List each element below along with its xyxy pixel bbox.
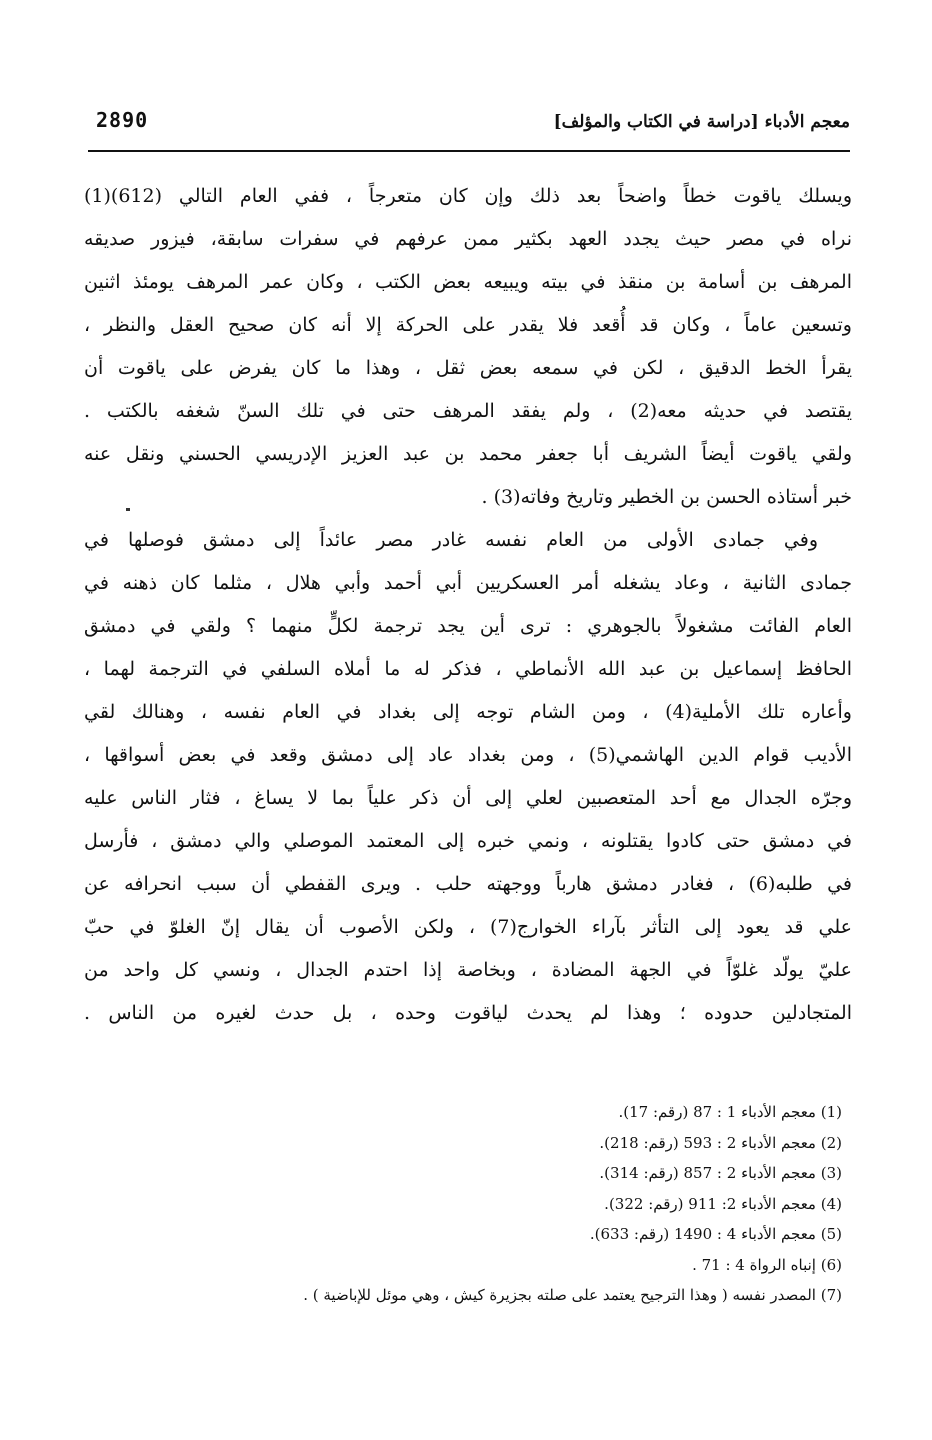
footnote: (7) المصدر نفسه ( وهذا الترجيح يعتمد على صلته بجزيرة كيش ، وهي موئل للإباضية ) . [303,1286,842,1304]
text-line: وجرّه الجدال مع أحد المتعصبين لعلي إلى أن ذكر علياً بما لا يساغ ، فثار الناس عليه [84,787,852,809]
text-line: عليّ يولّد غلوّاً في الجهة المضادة ، وبخاصة إذا احتدم الجدال ، ونسي كل واحد من [84,959,852,981]
page-number: 2890 [96,108,149,132]
footnote: (6) إنباه الرواة 4 : 71 . [692,1255,842,1274]
text-line: وأعاره تلك الأملية(4) ، ومن الشام توجه إلى بغداد في العام نفسه ، وهنالك لقي [84,701,852,723]
text-line: المتجادلين حدوده ؛ وهذا لم يحدث لياقوت وحده ، بل حدث لغيره من الناس . [84,1002,852,1024]
body-text [84,175,852,1035]
text-line: جمادى الثانية ، وعاد يشغله أمر العسكريين أبي أحمد وأبي هلال ، مثلما كان ذهنه في [84,572,852,594]
header-rule [88,150,850,152]
footnote: (1) معجم الأدباء 1 : 87 (رقم: 17). [618,1103,842,1121]
footnotes [202,1097,842,1311]
footnote: (2) معجم الأدباء 2 : 593 (رقم: 218). [599,1133,842,1152]
text-line: نراه في مصر حيث يجدد العهد بكثير ممن عرفهم في سفرات سابقة، فيزور صديقه [84,228,852,250]
text-line: خبر أستاذه الحسن بن الخطير وتاريخ وفاته(3) . [481,486,852,508]
text-line: في طلبه(6) ، فغادر دمشق هارباً ووجهته حلب . ويرى القفطي أن سبب انحرافه عن [84,873,853,895]
text-line: العام الفائت مشغولاً بالجوهري : ترى أين يجد ترجمة لكلٍّ منهما ؟ ولقي في دمشق [84,615,852,637]
footnote: (5) معجم الأدباء 4 : 1490 (رقم: 633). [589,1225,842,1243]
text-line: في دمشق حتى كادوا يقتلونه ، ونمي خبره إلى المعتمد الموصلي والي دمشق ، فأرسل [84,830,852,852]
running-header: معجم الأدباء [دراسة في الكتاب والمؤلف] [553,112,850,132]
text-line: يقرأ الخط الدقيق ، لكن في سمعه بعض ثقل ، وهذا ما كان يفرض على ياقوت أن [84,357,852,379]
text-line: وفي جمادى الأولى من العام نفسه غادر مصر عائداً إلى دمشق فوصلها في [84,529,818,551]
text-line: المرهف بن أسامة بن منقذ في بيته ويبيعه بعض الكتب ، وكان عمر المرهف يومئذ اثنين [84,271,852,293]
text-line: ولقي ياقوت أيضاً الشريف أبا جعفر محمد بن عبد العزيز الإدريسي الحسني ونقل عنه [84,443,852,465]
footnote: (4) معجم الأدباء 2: 911 (رقم: 322). [604,1194,842,1213]
text-line: ويسلك ياقوت خطاً واضحاً بعد ذلك وإن كان متعرجاً ، ففي العام التالي (612)(1) [84,185,852,207]
text-line: يقتصد في حديثه معه(2) ، ولم يفقد المرهف حتى في تلك السنّ شغفه بالكتب . [84,400,852,422]
text-line: الأديب قوام الدين الهاشمي(5) ، ومن بغداد عاد إلى دمشق وقعد في بعض أسواقها ، [84,744,852,766]
footnote: (3) معجم الأدباء 2 : 857 (رقم: 314). [599,1164,842,1182]
text-line: وتسعين عاماً ، وكان قد أُقعد فلا يقدر على الحركة إلا أنه كان صحيح العقل والنظر ، [84,314,852,336]
text-line: علي قد يعود إلى التأثر بآراء الخوارج(7) ، ولكن الأصوب أن يقال إنّ الغلوّ في حبّ [84,916,853,938]
text-line: الحافظ إسماعيل بن عبد الله الأنماطي ، فذكر له ما أملاه السلفي في الترجمة لهما ، [84,658,852,680]
